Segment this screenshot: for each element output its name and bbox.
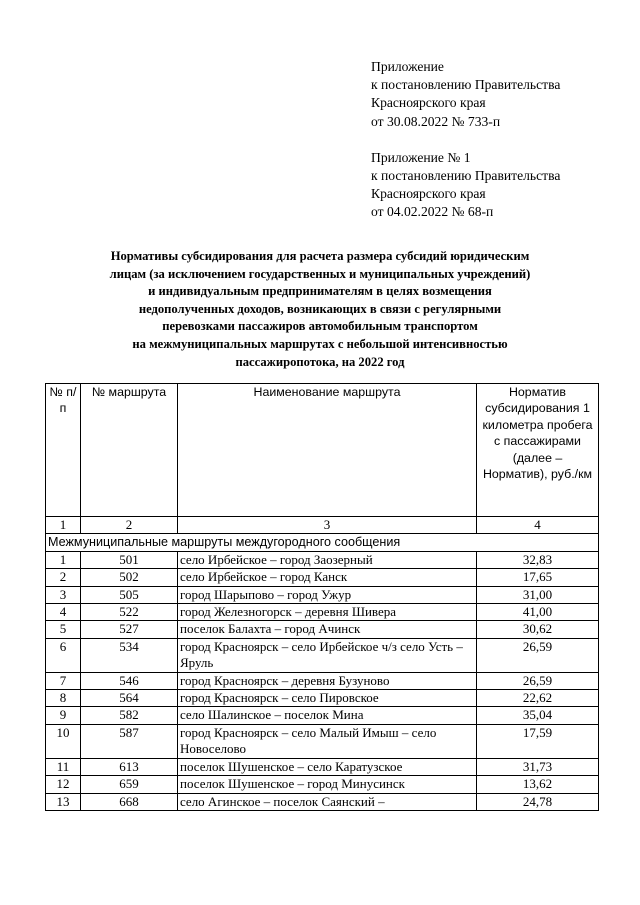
appendix-2-line-2: к постановлению Правительства — [371, 168, 561, 184]
cell-route: 501 — [81, 551, 178, 568]
cell-norm: 41,00 — [477, 604, 599, 621]
cell-norm: 24,78 — [477, 793, 599, 810]
cell-num: 4 — [46, 604, 81, 621]
norms-table — [45, 383, 599, 811]
cell-name: город Красноярск – село Пировское — [178, 690, 477, 707]
table-row — [46, 707, 599, 724]
col-number-2: 2 — [81, 517, 178, 534]
table-row — [46, 638, 599, 672]
cell-route: 522 — [81, 604, 178, 621]
header-name: Наименование маршрута — [178, 384, 477, 517]
cell-norm: 26,59 — [477, 638, 599, 672]
header-num: № п/п — [46, 384, 81, 517]
cell-route: 659 — [81, 776, 178, 793]
cell-route: 613 — [81, 758, 178, 775]
cell-route: 587 — [81, 724, 178, 758]
title-line: и индивидуальным предпринимателям в целях возмещения — [148, 284, 492, 299]
table-row — [46, 621, 599, 638]
title-line: недополученных доходов, возникающих в связи с регулярными — [138, 301, 502, 316]
cell-norm: 32,83 — [477, 551, 599, 568]
section-title: Межмуниципальные маршруты междугородного сообщения — [46, 534, 599, 551]
cell-name: город Шарыпово – город Ужур — [178, 586, 477, 603]
cell-name: поселок Балахта – город Ачинск — [178, 621, 477, 638]
title-line: перевозками пассажиров автомобильным транспортом — [162, 319, 478, 334]
cell-norm: 35,04 — [477, 707, 599, 724]
cell-num: 3 — [46, 586, 81, 603]
cell-name: поселок Шушенское – город Минусинск — [178, 776, 477, 793]
cell-name: поселок Шушенское – село Каратузское — [178, 758, 477, 775]
table-row — [46, 586, 599, 603]
table-row — [46, 604, 599, 621]
col-number-1: 1 — [46, 517, 81, 534]
section-row — [46, 534, 599, 551]
appendix-block-1 — [371, 58, 560, 222]
cell-norm: 17,59 — [477, 724, 599, 758]
cell-norm: 30,62 — [477, 621, 599, 638]
cell-num: 1 — [46, 551, 81, 568]
cell-num: 9 — [46, 707, 81, 724]
table-row — [46, 551, 599, 568]
cell-name: город Красноярск – село Малый Имыш – село Новоселово — [178, 724, 477, 758]
cell-route: 502 — [81, 569, 178, 586]
cell-norm: 17,65 — [477, 569, 599, 586]
table-row — [46, 672, 599, 689]
cell-num: 12 — [46, 776, 81, 793]
cell-route: 564 — [81, 690, 178, 707]
cell-norm: 31,00 — [477, 586, 599, 603]
cell-num: 13 — [46, 793, 81, 810]
cell-name: город Железногорск – деревня Шивера — [178, 604, 477, 621]
header-norm: Норматив субсидирования 1 километра пробега с пассажирами (далее – Норматив), руб./км — [477, 384, 599, 517]
title-line: на межмуниципальных маршрутах с небольшой интенсивностью — [132, 336, 508, 351]
appendix-1-line-4: от 30.08.2022 № 733-п — [371, 113, 501, 129]
cell-name: село Шалинское – поселок Мина — [178, 707, 477, 724]
table-row — [46, 758, 599, 775]
cell-num: 2 — [46, 569, 81, 586]
appendix-1-line-3: Красноярского края — [371, 95, 486, 111]
title-line: лицам (за исключением государственных и муниципальных учреждений) — [109, 266, 531, 281]
appendix-2-line-4: от 04.02.2022 № 68-п — [371, 204, 494, 220]
appendix-1-line-1: Приложение — [371, 59, 444, 74]
header-route: № маршрута — [81, 384, 178, 517]
table-row — [46, 793, 599, 810]
cell-name: город Красноярск – деревня Бузуново — [178, 672, 477, 689]
column-number-row — [46, 517, 599, 534]
cell-norm: 22,62 — [477, 690, 599, 707]
title-line: Нормативы субсидирования для расчета размера субсидий юридическим — [110, 249, 530, 263]
cell-norm: 31,73 — [477, 758, 599, 775]
cell-name: село Ирбейское – город Канск — [178, 569, 477, 586]
cell-num: 5 — [46, 621, 81, 638]
table-row — [46, 690, 599, 707]
cell-route: 582 — [81, 707, 178, 724]
col-number-4: 4 — [477, 517, 599, 534]
appendix-1-line-2: к постановлению Правительства — [371, 77, 561, 93]
cell-num: 7 — [46, 672, 81, 689]
cell-name: город Красноярск – село Ирбейское ч/з село Усть – Яруль — [178, 638, 477, 672]
cell-route: 505 — [81, 586, 178, 603]
cell-num: 11 — [46, 758, 81, 775]
table-header-row — [46, 384, 599, 517]
cell-num: 10 — [46, 724, 81, 758]
cell-route: 527 — [81, 621, 178, 638]
cell-norm: 13,62 — [477, 776, 599, 793]
cell-route: 546 — [81, 672, 178, 689]
appendix-2-line-1: Приложение № 1 — [371, 149, 471, 165]
document-title — [40, 248, 600, 371]
cell-num: 8 — [46, 690, 81, 707]
title-line: пассажиропотока, на 2022 год — [235, 354, 405, 369]
table-row — [46, 776, 599, 793]
cell-route: 534 — [81, 638, 178, 672]
col-number-3: 3 — [178, 517, 477, 534]
appendix-2-line-3: Красноярского края — [371, 186, 486, 202]
table-row — [46, 724, 599, 758]
cell-name: село Агинское – поселок Саянский – — [178, 793, 477, 810]
cell-num: 6 — [46, 638, 81, 672]
cell-norm: 26,59 — [477, 672, 599, 689]
cell-name: село Ирбейское – город Заозерный — [178, 551, 477, 568]
cell-route: 668 — [81, 793, 178, 810]
table-row — [46, 569, 599, 586]
